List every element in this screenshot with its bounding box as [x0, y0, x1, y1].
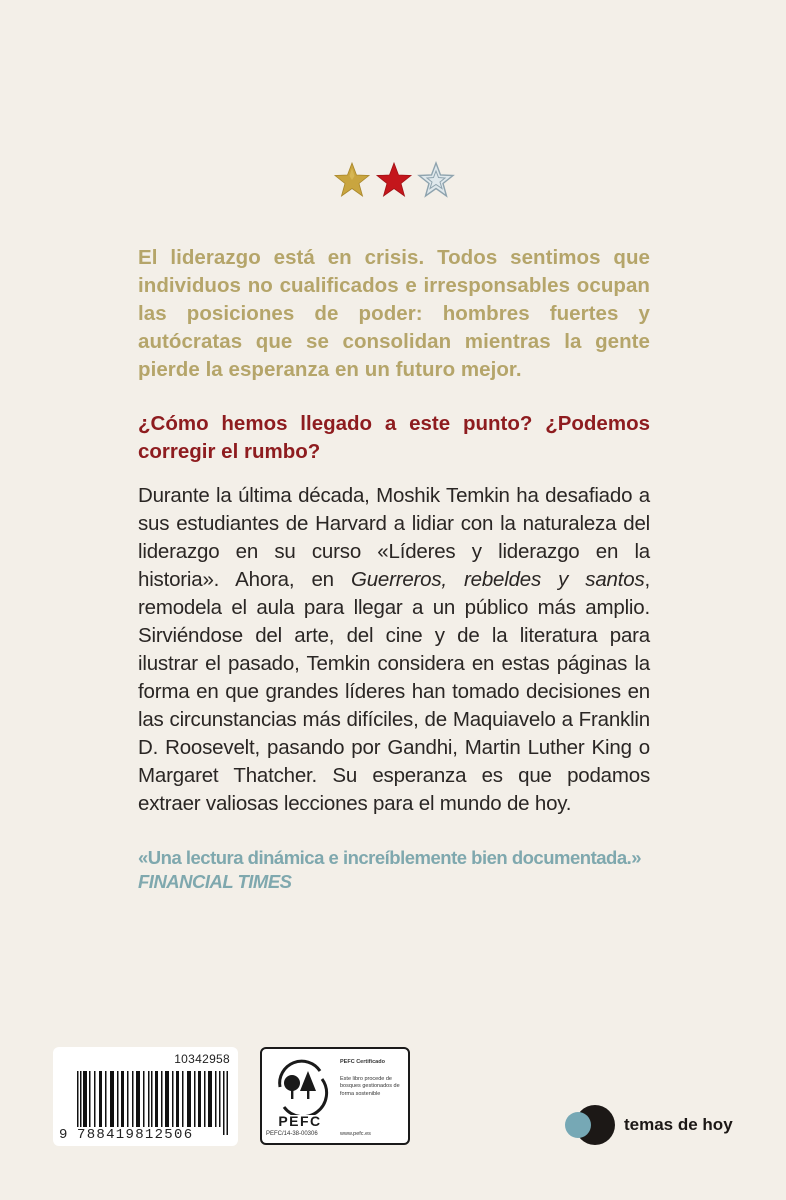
lead-paragraph: El liderazgo está en crisis. Todos sentimos que individuos no cualificados e irresponsables ocupan las posiciones de poder: hombres fuertes y autócratas que se consolidan mientras la gente pierde la esperanza en un futuro mejor.: [138, 246, 650, 381]
question-heading: ¿Cómo hemos llegado a este punto? ¿Podemos corregir el rumbo?: [138, 412, 650, 463]
pefc-code: PEFC/14-38-00306: [266, 1131, 318, 1137]
pefc-trees-icon: [270, 1057, 332, 1115]
publisher-logo: [564, 1103, 733, 1147]
quote-source: FINANCIAL TIMES: [138, 871, 292, 892]
publisher-circles-icon: [564, 1103, 618, 1147]
pefc-certification: [260, 1047, 410, 1145]
internal-code: 10342958: [174, 1052, 230, 1066]
stars-ornament: [332, 160, 456, 200]
book-title: Guerreros, rebeldes y santos: [350, 568, 645, 591]
pefc-title: PEFC Certificado: [340, 1059, 385, 1065]
body-text-part1: Durante la última década, Moshik Temkin ha desafiado a sus estudiantes de Harvard a lidiar con la naturaleza del liderazgo en su curso «Líderes y liderazgo en la historia». Ahora, en: [138, 484, 650, 591]
isbn-lead-digit: 9: [59, 1127, 68, 1143]
pefc-info: [340, 1059, 406, 1137]
pefc-url: www.pefc.es: [340, 1131, 371, 1137]
body-paragraph: [138, 482, 650, 818]
review-quote: [138, 846, 650, 894]
barcode-bars-icon: [77, 1071, 229, 1135]
pefc-description: Este libro procede de bosques gestionados de forma sostenible: [340, 1075, 400, 1097]
isbn-barcode: [53, 1047, 238, 1146]
silver-star-icon: [416, 160, 456, 200]
pefc-wordmark: PEFC: [278, 1113, 322, 1129]
isbn-number: [59, 1127, 231, 1143]
isbn-digits: 788419812506: [77, 1127, 194, 1143]
red-star-icon: [374, 160, 414, 200]
publisher-name: temas de hoy: [624, 1115, 733, 1134]
quote-text: «Una lectura dinámica e increíblemente bien documentada.»: [138, 847, 642, 868]
body-text-part2: , remodela el aula para llegar a un público más amplio. Sirviéndose del arte, del cine y de la literatura para ilustrar el pasado, Temkin considera en estas páginas la forma en que grandes líderes han tomado decisiones en las circunstancias más difíciles, de Maquiavelo a Franklin D. Roosevelt, pasando por Gandhi, Martin Luther King o Margaret Thatcher. Su esperanza es que podamos extraer valiosas lecciones para el mundo de hoy.: [138, 568, 651, 815]
gold-star-icon: [332, 160, 372, 200]
